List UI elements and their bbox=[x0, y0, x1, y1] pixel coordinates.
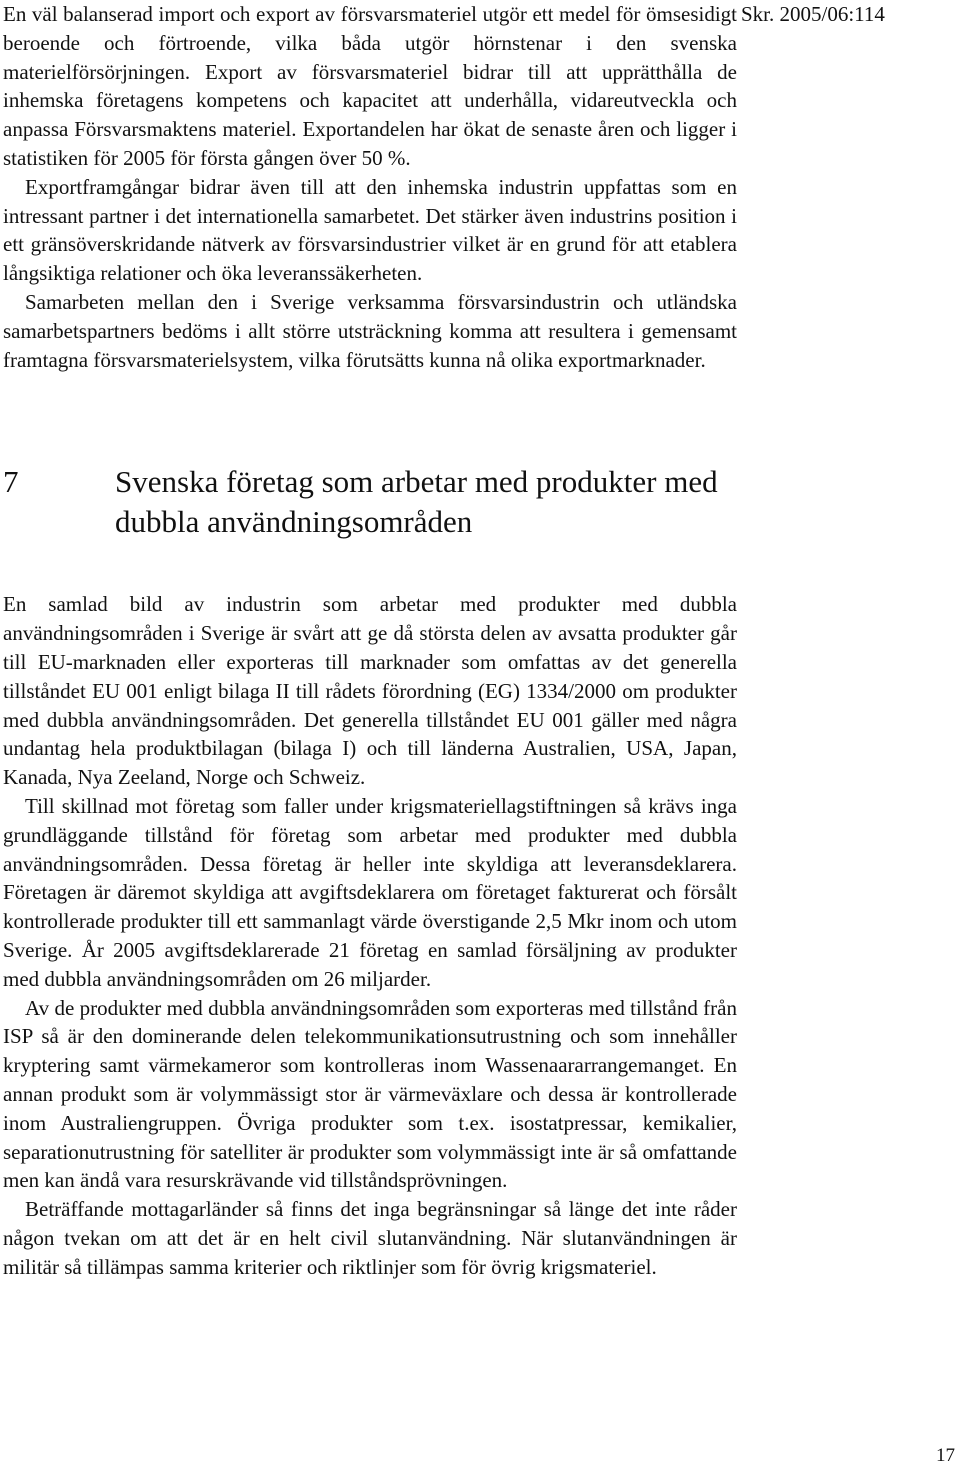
section-paragraph-3: Av de produkter med dubbla användningsområden som exporteras med tillstånd från ISP så är den dominerande delen telekommunikationsutrustning och som innehåller kryptering samt värmekameror som kontrolleras inom Wassenaararrangemanget. En annan produkt som är volymmässigt stor är värmeväxlare och dessa är kontrollerade inom Australiengruppen. Övriga produkter som t.ex. isostatpressar, kemikalier, separationutrustning för satelliter är produkter som volymmässigt inte är så omfattande men kan ändå vara resurskrävande vid tillståndsprövningen. bbox=[3, 995, 737, 1193]
section-paragraph-2: Till skillnad mot företag som faller under krigsmateriellagstiftningen så krävs inga grundläggande tillstånd för företag som arbetar med produkter med dubbla användningsområden. Dessa företag är heller inte skyldiga att leveransdeklarera. Företagen är däremot skyldiga att avgiftsdeklarera om företaget fakturerat och försålt kontrollerade produkter till ett sammanlagt värde överstigande 2,5 Mkr inom och utom Sverige. År 2005 avgiftsdeklarerade 21 företag en samlad försäljning av produkter med dubbla användningsområden om 26 miljarder. bbox=[3, 793, 737, 991]
section-paragraph-4: Beträffande mottagarländer så finns det inga begränsningar så länge det inte råder någon tvekan om att det är en helt civil slutanvändning. När slutanvändningen är militär så tillämpas samma kriterier och riktlinjer som för övrig krigsmateriel. bbox=[3, 1197, 737, 1279]
heading-spacer bbox=[3, 546, 737, 590]
page-number: 17 bbox=[936, 1445, 955, 1466]
section-title: Svenska företag som arbetar med produkter med dubbla användningsområden bbox=[115, 464, 718, 540]
intro-paragraph-1: En väl balanserad import och export av försvarsmateriel utgör ett medel för ömsesidigt beroende och förtroende, vilka båda utgör hörnstenar i den svenska materielförsörjningen. Export av försvarsmateriel bidrar till att upprätthålla de inhemska företagens kompetens och kapacitet att underhålla, vidareutveckla och anpassa Försvarsmaktens materiel. Exportandelen har ökat de senaste åren och ligger i statistiken för 2005 för första gången över 50 %. bbox=[3, 2, 737, 170]
main-text-column bbox=[3, 0, 737, 1281]
intro-paragraph-2: Exportframgångar bidrar även till att den inhemska industrin uppfattas som en intressant partner i det internationella samarbetet. Det stärker även industrins position i ett gränsöverskridande nätverk av försvarsindustrier vilket är en grund för att etablera långsiktiga relationer och öka leveranssäkerheten. bbox=[3, 174, 737, 286]
section-heading bbox=[3, 462, 737, 546]
section-number: 7 bbox=[3, 464, 19, 500]
section-paragraph-1: En samlad bild av industrin som arbetar med produkter med dubbla användningsområden i Sverige är svårt att ge då största delen av avsatta produkter går till EU-marknaden eller exporteras till marknader som omfattas av det generella tillståndet EU 001 enligt bilaga II till rådets förordning (EG) 1334/2000 om produkter med dubbla användningsområden. Det generella tillståndet EU 001 gäller med några undantag hela produktbilagan (bilaga I) och till länderna Australien, USA, Japan, Kanada, Nya Zeeland, Norge och Schweiz. bbox=[3, 592, 737, 790]
intro-paragraph-3: Samarbeten mellan den i Sverige verksamma försvarsindustrin och utländska samarbetspartners bedöms i allt större utsträckning komma att resultera i gemensamt framtagna försvarsmaterielsystem, vilka förutsätts kunna nå olika exportmarknader. bbox=[3, 289, 737, 372]
document-reference: Skr. 2005/06:114 bbox=[741, 2, 885, 26]
